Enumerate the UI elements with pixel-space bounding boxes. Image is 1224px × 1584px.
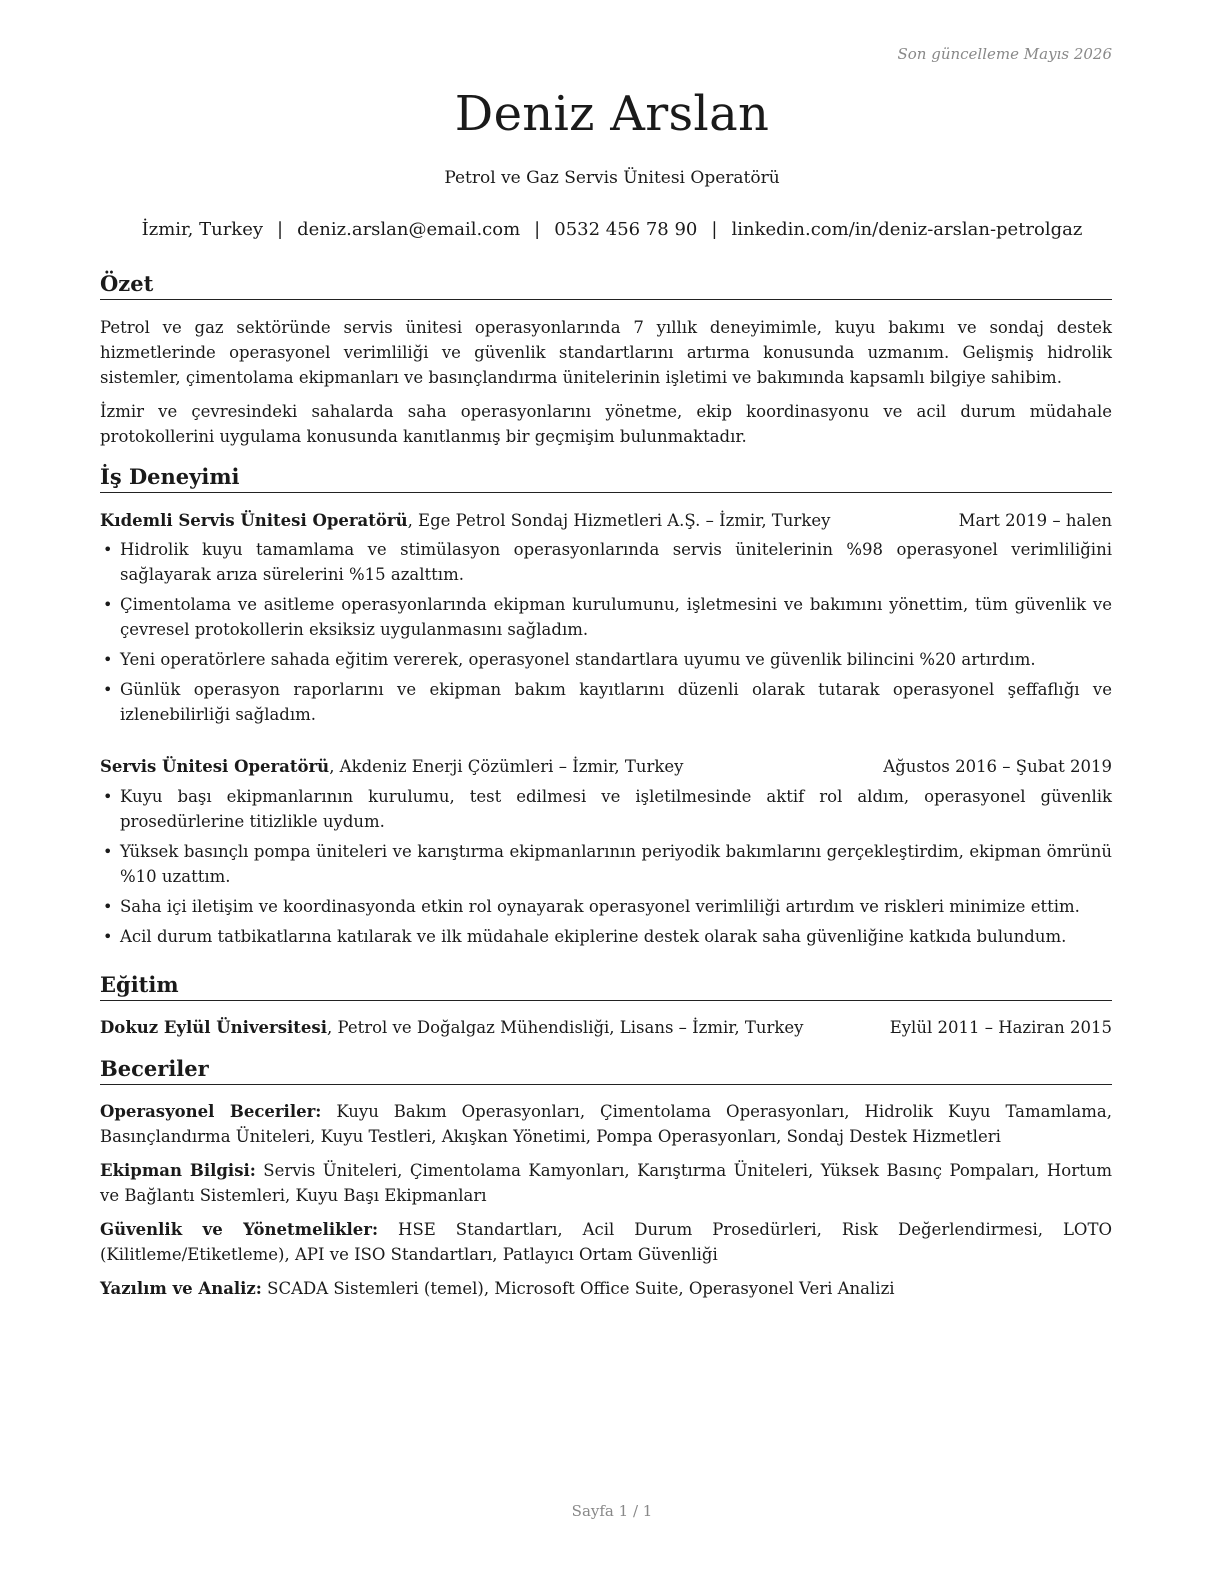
skill-label: Yazılım ve Analiz: (100, 1279, 262, 1298)
skill-label: Güvenlik ve Yönetmelikler: (100, 1220, 379, 1239)
section-heading-skills: Beceriler (100, 1055, 1112, 1085)
skill-group (100, 1217, 1112, 1267)
education-school-details (100, 1015, 803, 1040)
bullet-text: Saha içi iletişim ve koordinasyonda etkin rol oynayarak operasyonel verimliliği artırdım ve riskleri minimize ettim. (120, 897, 1080, 916)
job-header (100, 754, 1112, 779)
job-bullets (100, 784, 1112, 954)
last-updated: Son güncelleme Mayıs 2026 (897, 45, 1112, 63)
contact-separator: | (711, 219, 718, 240)
bullet-text: Günlük operasyon raporlarını ve ekipman bakım kayıtlarını düzenli olarak tutarak operasyonel şeffaflığı ve izlenebilirliği sağladım. (120, 680, 1112, 724)
bullet-text: Acil durum tatbikatlarına katılarak ve ilk müdahale ekiplerine destek olarak saha güvenliğine katkıda bulundum. (120, 927, 1067, 946)
list-item (100, 537, 1112, 587)
bullet-icon: • (103, 595, 113, 614)
education-details: , Petrol ve Doğalgaz Mühendisliği, Lisans – İzmir, Turkey (326, 1018, 804, 1037)
contact-email[interactable]: deniz.arslan@email.com (297, 219, 521, 240)
skill-text: SCADA Sistemleri (temel), Microsoft Office Suite, Operasyonel Veri Analizi (261, 1279, 895, 1298)
job-dates: Ağustos 2016 – Şubat 2019 (883, 757, 1112, 776)
job-company: , Ege Petrol Sondaj Hizmetleri A.Ş. – İzmir, Turkey (407, 511, 831, 530)
contact-location: İzmir, Turkey (141, 219, 264, 240)
contact-line (0, 219, 1224, 240)
job-role-company (100, 508, 830, 533)
bullet-text: Yeni operatörlere sahada eğitim vererek, operasyonel standartlara uyumu ve güvenlik bilincini %20 artırdım. (120, 650, 1036, 669)
job-company: , Akdeniz Enerji Çözümleri – İzmir, Turkey (329, 757, 684, 776)
bullet-icon: • (103, 540, 113, 559)
section-heading-education: Eğitim (100, 971, 1112, 1001)
education-dates: Eylül 2011 – Haziran 2015 (889, 1018, 1112, 1037)
bullet-text: Yüksek basınçlı pompa üniteleri ve karıştırma ekipmanlarının periyodik bakımlarını gerçekleştirdim, ekipman ömrünü %10 uzattım. (120, 842, 1112, 886)
skill-label: Operasyonel Beceriler: (100, 1102, 322, 1121)
bullet-icon: • (103, 650, 113, 669)
job-header (100, 508, 1112, 533)
job-role-company (100, 754, 684, 779)
list-item (100, 924, 1112, 949)
list-item (100, 894, 1112, 919)
candidate-title: Petrol ve Gaz Servis Ünitesi Operatörü (444, 168, 780, 188)
skill-text: Servis Üniteleri, Çimentolama Kamyonları, Karıştırma Üniteleri, Yüksek Basınç Pompaları, Hortum ve Bağlantı Sistemleri, Kuyu Başı Ekipmanları (100, 1161, 1112, 1205)
job-role: Servis Ünitesi Operatörü (100, 757, 330, 776)
bullet-icon: • (103, 897, 113, 916)
education-school: Dokuz Eylül Üniversitesi (100, 1018, 327, 1037)
skill-text: HSE Standartları, Acil Durum Prosedürleri, Risk Değerlendirmesi, LOTO (Kilitleme/Etiketleme), API ve ISO Standartları, Patlayıcı Ortam Güvenliği (100, 1220, 1112, 1264)
skill-group (100, 1276, 1112, 1301)
contact-separator: | (277, 219, 284, 240)
job-dates: Mart 2019 – halen (958, 511, 1112, 530)
job-role: Kıdemli Servis Ünitesi Operatörü (100, 511, 408, 530)
bullet-text: Çimentolama ve asitleme operasyonlarında ekipman kurulumunu, işletmesini ve bakımını yönettim, tüm güvenlik ve çevresel protokollerin eksiksiz uygulanmasını sağladım. (120, 595, 1112, 639)
list-item (100, 839, 1112, 889)
bullet-text: Hidrolik kuyu tamamlama ve stimülasyon operasyonlarında servis ünitelerinin %98 operasyonel verimliliğini sağlayarak arıza sürelerini %15 azalttım. (120, 540, 1112, 584)
summary-paragraph-1: Petrol ve gaz sektöründe servis ünitesi operasyonlarında 7 yıllık deneyimimle, kuyu bakımı ve sondaj destek hizmetlerinde operasyonel verimliliği ve güvenlik standartlarını artırma konusunda uzmanım. Gelişmiş hidrolik sistemler, çimentolama ekipmanları ve basınçlandırma ünitelerinin işletimi ve bakımında kapsamlı bilgiye sahibim. (100, 318, 1112, 387)
bullet-icon: • (103, 787, 113, 806)
bullet-icon: • (103, 927, 113, 946)
contact-linkedin[interactable]: linkedin.com/in/deniz-arslan-petrolgaz (731, 219, 1083, 240)
skill-group (100, 1099, 1112, 1149)
list-item (100, 784, 1112, 834)
skill-label: Ekipman Bilgisi: (100, 1161, 256, 1180)
skill-text: Kuyu Bakım Operasyonları, Çimentolama Operasyonları, Hidrolik Kuyu Tamamlama, Basınçlandırma Üniteleri, Kuyu Testleri, Akışkan Yönetimi, Pompa Operasyonları, Sondaj Destek Hizmetleri (100, 1102, 1112, 1146)
list-item (100, 677, 1112, 727)
section-heading-summary: Özet (100, 270, 1112, 300)
section-heading-experience: İş Deneyimi (100, 463, 1112, 493)
contact-separator: | (534, 219, 541, 240)
job-bullets (100, 537, 1112, 732)
list-item (100, 592, 1112, 642)
education-entry (100, 1015, 1112, 1040)
candidate-name: Deniz Arslan (454, 86, 770, 142)
list-item (100, 647, 1112, 672)
skill-group (100, 1158, 1112, 1208)
bullet-icon: • (103, 680, 113, 699)
bullet-text: Kuyu başı ekipmanlarının kurulumu, test edilmesi ve işletilmesinde aktif rol aldım, operasyonel güvenlik prosedürlerine titizlikle uydum. (120, 787, 1112, 831)
page-number: Sayfa 1 / 1 (571, 1502, 653, 1520)
summary-paragraph-2: İzmir ve çevresindeki sahalarda saha operasyonlarını yönetme, ekip koordinasyonu ve acil durum müdahale protokollerini uygulama konusunda kanıtlanmış bir geçmişim bulunmaktadır. (100, 402, 1112, 446)
contact-phone: 0532 456 78 90 (554, 219, 698, 240)
bullet-icon: • (103, 842, 113, 861)
